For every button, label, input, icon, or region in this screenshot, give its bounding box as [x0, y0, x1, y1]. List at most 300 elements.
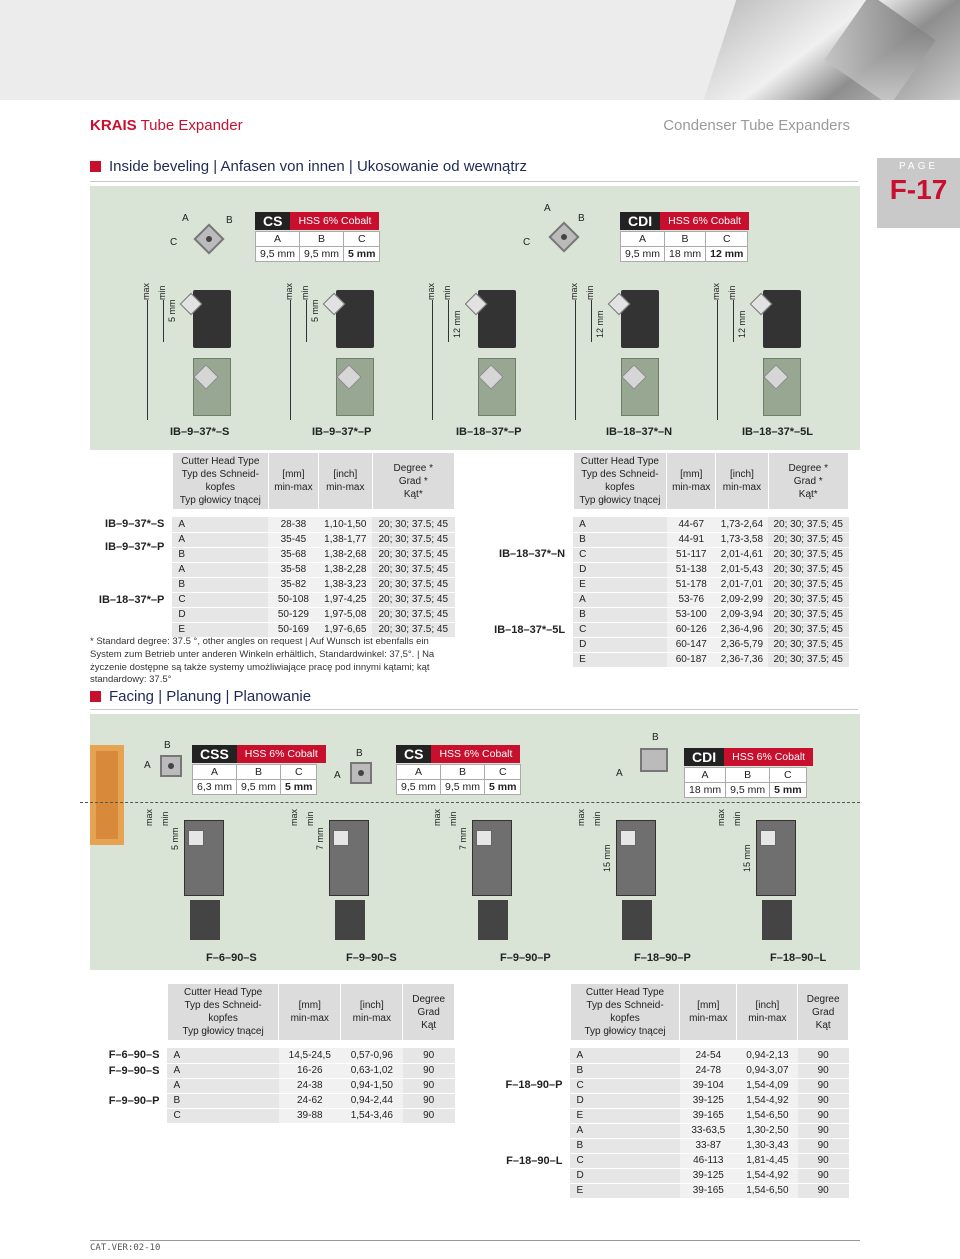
degrees: 90	[798, 1138, 849, 1153]
degrees: 20; 30; 37.5; 45	[372, 532, 454, 547]
min-label: min	[592, 811, 602, 826]
range-mm: 39-88	[279, 1108, 341, 1123]
range-inch: 1,54-6,50	[737, 1183, 798, 1198]
range-inch: 2,36-5,79	[716, 637, 768, 652]
dimension-label: 7 mm	[458, 827, 468, 850]
tool-type-name: F–18–90–P	[487, 1048, 570, 1123]
tool-type-name: F–9–90–S	[90, 1063, 167, 1078]
max-label: max	[284, 282, 294, 300]
range-inch: 1,54-6,50	[737, 1108, 798, 1123]
cutter-head-type: C	[573, 622, 667, 637]
degrees: 20; 30; 37.5; 45	[768, 622, 849, 637]
range-inch: 1,10-1,50	[319, 517, 372, 532]
col-b: B	[300, 232, 344, 247]
degrees: 20; 30; 37.5; 45	[768, 562, 849, 577]
val-a: 9,5 mm	[621, 247, 665, 262]
degrees: 20; 30; 37.5; 45	[768, 652, 849, 667]
col-a: A	[621, 232, 665, 247]
range-inch: 1,38-3,23	[319, 577, 372, 592]
range-inch: 2,01-5,43	[716, 562, 768, 577]
table-row	[487, 517, 849, 532]
val-a: 9,5 mm	[397, 780, 441, 795]
cutter-head-type: A	[573, 592, 667, 607]
holder-image	[193, 290, 231, 348]
insert-image	[333, 830, 349, 846]
range-inch: 1,97-5,08	[319, 607, 372, 622]
cutter-head-type: A	[172, 562, 268, 577]
col-c: C	[485, 765, 521, 780]
header-col-range-mm: [mm] min-max	[667, 453, 716, 509]
insert-label-a: A	[144, 760, 151, 771]
range-inch: 1,54-4,92	[737, 1093, 798, 1108]
range-mm: 60-126	[667, 622, 716, 637]
insert-label-b: B	[356, 748, 363, 759]
range-inch: 1,54-4,92	[737, 1168, 798, 1183]
section-title-text: Inside beveling | Anfasen von innen | Ukosowanie od wewnątrz	[109, 158, 528, 175]
facing-table-right	[487, 984, 849, 1199]
header-col-degree: Degree Grad Kąt	[403, 984, 455, 1040]
range-inch: 0,94-2,44	[341, 1093, 403, 1108]
tool-type-name: IB–18–37*–N	[487, 517, 573, 592]
cutter-head-type: A	[167, 1048, 278, 1063]
degrees: 20; 30; 37.5; 45	[372, 607, 454, 622]
brand-name: KRAIS	[90, 117, 137, 134]
insert-label-b: B	[652, 732, 659, 743]
insert-code: CS	[396, 745, 431, 763]
dimension-label: 5 mm	[170, 827, 180, 850]
header-col-range-inch: [inch] min-max	[737, 984, 798, 1040]
header-col-range-mm: [mm] min-max	[268, 453, 318, 509]
val-b: 9,5 mm	[441, 780, 485, 795]
col-c: C	[706, 232, 748, 247]
range-mm: 53-100	[667, 607, 716, 622]
dimension-line-min	[306, 300, 307, 342]
table-row	[90, 1078, 455, 1093]
cutter-head-type: B	[172, 547, 268, 562]
degrees: 90	[403, 1093, 455, 1108]
range-inch: 1,38-2,28	[319, 562, 372, 577]
degrees: 20; 30; 37.5; 45	[768, 517, 849, 532]
facing-table-left	[90, 984, 455, 1124]
cutter-head-type: A	[167, 1063, 278, 1078]
degrees: 20; 30; 37.5; 45	[768, 637, 849, 652]
max-label: max	[716, 808, 726, 826]
bullet-square-icon	[90, 161, 101, 172]
range-inch: 2,09-2,99	[716, 592, 768, 607]
range-mm: 46-113	[680, 1153, 737, 1168]
insert-cdi-icon	[640, 748, 668, 772]
degrees: 20; 30; 37.5; 45	[372, 622, 454, 637]
table-row	[90, 517, 455, 532]
header-corner	[487, 453, 573, 509]
range-mm: 39-104	[680, 1078, 737, 1093]
range-mm: 39-125	[680, 1168, 737, 1183]
range-inch: 2,36-7,36	[716, 652, 768, 667]
range-inch: 1,30-2,50	[737, 1123, 798, 1138]
tool-label: IB–18–37*–5L	[742, 426, 813, 438]
table-row	[90, 562, 455, 577]
holder-alt-image	[621, 358, 659, 416]
degrees: 90	[798, 1093, 849, 1108]
range-inch: 1,54-3,46	[341, 1108, 403, 1123]
dimension-line-min	[163, 300, 164, 342]
degrees: 20; 30; 37.5; 45	[768, 532, 849, 547]
holder-alt-image	[193, 358, 231, 416]
degrees: 20; 30; 37.5; 45	[372, 592, 454, 607]
holder-image	[621, 290, 659, 348]
col-b: B	[441, 765, 485, 780]
insert-label-a: A	[616, 768, 623, 779]
min-label: min	[585, 285, 595, 300]
range-mm: 39-165	[680, 1183, 737, 1198]
col-c: C	[281, 765, 317, 780]
cutter-head-type: B	[573, 532, 667, 547]
degrees: 20; 30; 37.5; 45	[372, 577, 454, 592]
min-label: min	[300, 285, 310, 300]
degrees: 20; 30; 37.5; 45	[372, 517, 454, 532]
max-label: max	[576, 808, 586, 826]
spacer-row	[90, 1040, 455, 1048]
tool-type-name: IB–9–37*–P	[90, 532, 172, 562]
spacer-row	[487, 1040, 849, 1048]
footer-rule	[90, 1240, 860, 1241]
cutter-head-type: D	[172, 607, 268, 622]
range-mm: 60-147	[667, 637, 716, 652]
range-inch: 1,97-6,65	[319, 622, 372, 637]
table-row	[90, 532, 455, 547]
insert-label-a: A	[182, 213, 189, 224]
degrees: 90	[798, 1063, 849, 1078]
cutter-head-type: C	[167, 1108, 278, 1123]
range-mm: 39-165	[680, 1108, 737, 1123]
range-mm: 35-45	[268, 532, 318, 547]
val-c: 5 mm	[770, 783, 806, 798]
range-mm: 33-87	[680, 1138, 737, 1153]
min-label: min	[732, 811, 742, 826]
catalog-section-title: Condenser Tube Expanders	[663, 117, 850, 134]
holder-image	[763, 290, 801, 348]
range-mm: 33-63,5	[680, 1123, 737, 1138]
dimension-label: 15 mm	[602, 844, 612, 872]
min-label: min	[448, 811, 458, 826]
holder-alt-image	[763, 358, 801, 416]
insert-label-c: C	[523, 237, 531, 248]
range-inch: 1,38-1,77	[319, 532, 372, 547]
header-col-range-inch: [inch] min-max	[716, 453, 768, 509]
min-label: min	[160, 811, 170, 826]
section-inside-beveling-title	[90, 158, 527, 175]
degrees: 90	[798, 1153, 849, 1168]
col-a: A	[193, 765, 237, 780]
spec-cs-facing-table	[396, 764, 521, 795]
cutter-head-type: D	[570, 1168, 679, 1183]
insert-code: CSS	[192, 745, 237, 763]
degrees: 20; 30; 37.5; 45	[768, 577, 849, 592]
max-label: max	[426, 282, 436, 300]
spec-css-table	[192, 764, 317, 795]
insert-label-b: B	[164, 740, 171, 751]
cutter-head-type: A	[570, 1123, 679, 1138]
range-mm: 24-78	[680, 1063, 737, 1078]
spec-cdi	[620, 212, 749, 262]
table-row	[487, 1048, 849, 1063]
table-row	[90, 1063, 455, 1078]
degrees: 90	[403, 1078, 455, 1093]
range-inch: 0,63-1,02	[341, 1063, 403, 1078]
insert-label-a: A	[544, 203, 551, 214]
header-col-cutter-head: Cutter Head Type Typ des Schneid- kopfes Typ głowicy tnącej	[167, 984, 278, 1040]
table-row	[487, 1123, 849, 1138]
range-inch: 1,97-4,25	[319, 592, 372, 607]
insert-image	[620, 830, 636, 846]
max-label: max	[569, 282, 579, 300]
val-a: 6,3 mm	[193, 780, 237, 795]
cutter-head-type: E	[570, 1183, 679, 1198]
divider	[90, 709, 858, 710]
header-col-cutter-head: Cutter Head Type Typ des Schneid- kopfes Typ głowicy tnącej	[573, 453, 667, 509]
col-a: A	[685, 768, 726, 783]
degrees: 90	[798, 1078, 849, 1093]
range-inch: 1,73-2,64	[716, 517, 768, 532]
max-label: max	[711, 282, 721, 300]
cutter-head-type: A	[570, 1048, 679, 1063]
tool-label: IB–9–37*–S	[170, 426, 230, 438]
range-inch: 2,01-4,61	[716, 547, 768, 562]
cutter-head-type: E	[570, 1108, 679, 1123]
cutter-head-type: C	[570, 1078, 679, 1093]
val-b: 9,5 mm	[237, 780, 281, 795]
range-mm: 50-129	[268, 607, 318, 622]
cutter-head-type: E	[573, 652, 667, 667]
beveling-table-right	[487, 453, 849, 668]
dimension-line-max	[717, 300, 718, 420]
range-mm: 14,5-24,5	[279, 1048, 341, 1063]
insert-image	[760, 830, 776, 846]
page-badge	[877, 158, 960, 228]
range-mm: 35-58	[268, 562, 318, 577]
range-mm: 24-62	[279, 1093, 341, 1108]
min-label: min	[442, 285, 452, 300]
degrees: 90	[798, 1048, 849, 1063]
min-label: min	[727, 285, 737, 300]
val-a: 9,5 mm	[256, 247, 300, 262]
min-label: min	[157, 285, 167, 300]
dimension-line-min	[448, 300, 449, 342]
degrees: 90	[798, 1168, 849, 1183]
spec-cs-facing	[396, 745, 521, 795]
cutter-head-type: B	[573, 607, 667, 622]
beveling-table-left	[90, 453, 455, 638]
range-inch: 1,73-3,58	[716, 532, 768, 547]
val-c: 5 mm	[344, 247, 380, 262]
range-inch: 2,01-7,01	[716, 577, 768, 592]
cutter-head-type: E	[172, 622, 268, 637]
dimension-line-min	[733, 300, 734, 342]
range-mm: 24-38	[279, 1078, 341, 1093]
shank-image	[762, 900, 792, 940]
header-banner-image	[0, 0, 960, 100]
cutter-head-type: A	[573, 517, 667, 532]
range-inch: 1,38-2,68	[319, 547, 372, 562]
range-mm: 28-38	[268, 517, 318, 532]
section-title-text: Facing | Planung | Planowanie	[109, 688, 312, 705]
tool-label: F–9–90–P	[500, 952, 551, 964]
spacer-row	[487, 509, 849, 517]
range-mm: 39-125	[680, 1093, 737, 1108]
shank-image	[478, 900, 508, 940]
spec-css	[192, 745, 326, 795]
tool-label: IB–18–37*–P	[456, 426, 522, 438]
range-mm: 51-178	[667, 577, 716, 592]
range-mm: 16-26	[279, 1063, 341, 1078]
cutter-head-type: D	[573, 562, 667, 577]
range-mm: 35-68	[268, 547, 318, 562]
shank-image	[622, 900, 652, 940]
range-mm: 35-82	[268, 577, 318, 592]
cutter-head-type: B	[570, 1063, 679, 1078]
header-col-range-mm: [mm] min-max	[279, 984, 341, 1040]
col-a: A	[256, 232, 300, 247]
spec-cdi-facing	[684, 748, 813, 798]
holder-alt-image	[478, 358, 516, 416]
col-a: A	[397, 765, 441, 780]
dimension-line-min	[591, 300, 592, 342]
degrees: 20; 30; 37.5; 45	[372, 547, 454, 562]
cutter-head-type: B	[172, 577, 268, 592]
holder-alt-image	[336, 358, 374, 416]
range-mm: 50-169	[268, 622, 318, 637]
range-inch: 1,54-4,09	[737, 1078, 798, 1093]
shank-image	[335, 900, 365, 940]
tool-type-name: F–18–90–L	[487, 1123, 570, 1198]
divider	[90, 181, 858, 182]
header-col-range-inch: [inch] min-max	[319, 453, 372, 509]
tool-label: F–18–90–L	[770, 952, 827, 964]
insert-code: CDI	[620, 212, 660, 230]
cutter-head-type: C	[573, 547, 667, 562]
dimension-label: 12 mm	[595, 310, 605, 338]
insert-label-a: A	[334, 770, 341, 781]
val-b: 18 mm	[665, 247, 706, 262]
header-col-degree: Degree * Grad * Kąt*	[372, 453, 454, 509]
dimension-label: 5 mm	[310, 299, 320, 322]
header-col-range-mm: [mm] min-max	[680, 984, 737, 1040]
tool-type-name: IB–18–37*–P	[90, 562, 172, 637]
spec-cs-table	[255, 231, 380, 262]
max-label: max	[289, 808, 299, 826]
insert-cs-icon	[350, 762, 372, 784]
val-c: 5 mm	[281, 780, 317, 795]
cutter-head-type: A	[172, 532, 268, 547]
degrees: 20; 30; 37.5; 45	[768, 607, 849, 622]
cutter-head-type: B	[570, 1138, 679, 1153]
range-inch: 2,09-3,94	[716, 607, 768, 622]
dimension-label: 15 mm	[742, 844, 752, 872]
header-col-range-inch: [inch] min-max	[341, 984, 403, 1040]
max-label: max	[141, 282, 151, 300]
insert-image	[476, 830, 492, 846]
insert-label-b: B	[226, 215, 233, 226]
cutter-head-type: C	[570, 1153, 679, 1168]
header-corner	[90, 453, 172, 509]
spec-cdi-facing-table	[684, 767, 807, 798]
degrees: 90	[403, 1063, 455, 1078]
header-col-cutter-head: Cutter Head Type Typ des Schneid- kopfes Typ głowicy tnącej	[172, 453, 268, 509]
range-mm: 50-108	[268, 592, 318, 607]
range-mm: 51-138	[667, 562, 716, 577]
range-mm: 53-76	[667, 592, 716, 607]
range-mm: 51-117	[667, 547, 716, 562]
holder-image	[478, 290, 516, 348]
degrees: 20; 30; 37.5; 45	[768, 547, 849, 562]
insert-css-icon	[160, 755, 182, 777]
val-c: 12 mm	[706, 247, 748, 262]
min-label: min	[305, 811, 315, 826]
table-row	[487, 592, 849, 607]
tool-type-name: F–6–90–S	[90, 1048, 167, 1063]
insert-material: HSS 6% Cobalt	[724, 748, 813, 766]
insert-image	[188, 830, 204, 846]
tool-label: IB–9–37*–P	[312, 426, 372, 438]
workpiece-tube-image	[90, 745, 124, 845]
tool-type-name: IB–18–37*–5L	[487, 592, 573, 667]
page-label: PAGE	[898, 161, 939, 172]
dimension-line-max	[575, 300, 576, 420]
page-number: F-17	[889, 174, 948, 205]
insert-code: CDI	[684, 748, 724, 766]
range-mm: 44-91	[667, 532, 716, 547]
cutter-head-type: C	[172, 592, 268, 607]
header-corner	[90, 984, 167, 1040]
tool-label: F–9–90–S	[346, 952, 397, 964]
spec-cs	[255, 212, 380, 262]
dimension-label: 5 mm	[167, 299, 177, 322]
val-c: 5 mm	[485, 780, 521, 795]
range-inch: 1,81-4,45	[737, 1153, 798, 1168]
center-line	[80, 802, 860, 803]
cutter-head-type: E	[573, 577, 667, 592]
degrees: 90	[798, 1183, 849, 1198]
spec-cdi-table	[620, 231, 748, 262]
insert-material: HSS 6% Cobalt	[660, 212, 749, 230]
range-mm: 44-67	[667, 517, 716, 532]
header-col-degree: Degree * Grad * Kąt*	[768, 453, 849, 509]
product-name: Tube Expander	[140, 117, 243, 134]
section-facing-title	[90, 688, 311, 705]
insert-label-c: C	[170, 237, 178, 248]
spacer-row	[90, 509, 455, 517]
degrees: 20; 30; 37.5; 45	[372, 562, 454, 577]
insert-material: HSS 6% Cobalt	[431, 745, 520, 763]
col-b: B	[726, 768, 770, 783]
cutter-head-type: B	[167, 1093, 278, 1108]
range-inch: 0,94-3,07	[737, 1063, 798, 1078]
holder-image	[336, 290, 374, 348]
dimension-label: 7 mm	[315, 827, 325, 850]
max-label: max	[432, 808, 442, 826]
range-inch: 0,57-0,96	[341, 1048, 403, 1063]
range-inch: 1,30-3,43	[737, 1138, 798, 1153]
val-b: 9,5 mm	[726, 783, 770, 798]
cutter-head-type: A	[167, 1078, 278, 1093]
col-b: B	[237, 765, 281, 780]
shank-image	[190, 900, 220, 940]
tool-label: F–6–90–S	[206, 952, 257, 964]
dimension-line-max	[432, 300, 433, 420]
insert-material: HSS 6% Cobalt	[290, 212, 379, 230]
range-mm: 24-54	[680, 1048, 737, 1063]
range-inch: 0,94-1,50	[341, 1078, 403, 1093]
